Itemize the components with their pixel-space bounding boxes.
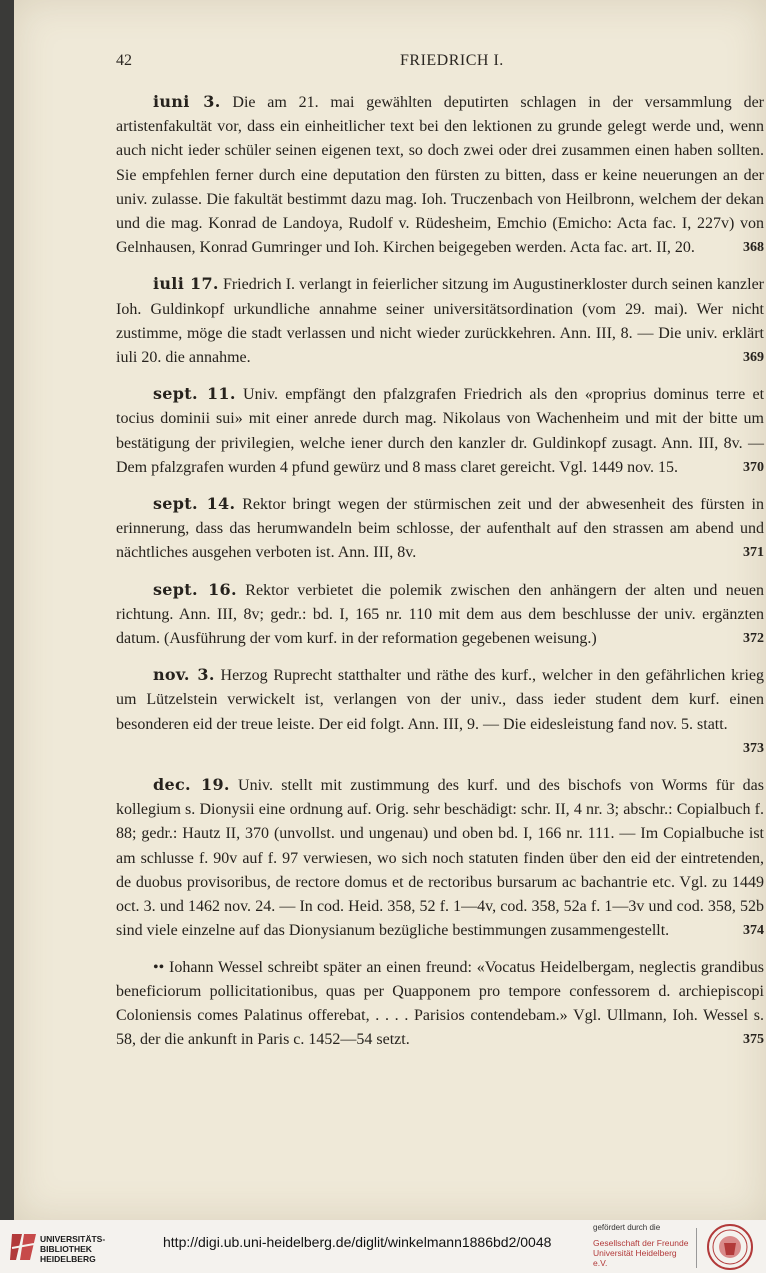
sponsor-name: Gesellschaft der Freunde Universität Heidelberg e.V. [593, 1238, 689, 1268]
entry [116, 578, 764, 652]
entry-date: sept. 14. [153, 494, 236, 514]
entry-number: 372 [743, 631, 764, 647]
entry [116, 272, 764, 370]
entry-text: Iohann Wessel schreibt später an einen freund: «Vocatus Heidelbergam, neglectis grandibus beneficiorum pollicitationibus, quas per Quapponem pro tempore confessorem d. archiepiscopi Coloniensis comes Palatinus offerebat, . . . . Parisios contendebam.» Vgl. Ullmann, Ioh. Wessel s. 58, der die ankunft in Paris c. 1452—54 setzt. [116, 958, 764, 1049]
entry [116, 90, 764, 260]
entry-text: Rektor verbietet die polemik zwischen den anhängern der alten und neuen richtung. Ann. III, 8v; gedr.: bd. I, 165 nr. 110 mit dem aus dem beschlusse der univ. ergänzten datum. (Ausführung der vom kurf. in der reformation gegebenen weisung.) [116, 581, 764, 648]
entry-date: nov. 3. [153, 665, 215, 685]
university-seal-icon[interactable] [706, 1223, 754, 1271]
permalink-url[interactable]: http://digi.ub.uni-heidelberg.de/diglit/winkelmann1886bd2/0048 [163, 1234, 552, 1250]
funded-by-label: gefördert durch die [593, 1223, 661, 1232]
library-logo[interactable] [8, 1228, 138, 1268]
entry-number: 375 [743, 1032, 764, 1048]
entry-number: 370 [743, 459, 764, 475]
entry [116, 956, 764, 1053]
entry-date: iuli 17. [153, 274, 219, 294]
entry [116, 492, 764, 566]
running-title: FRIEDRICH I. [400, 52, 504, 69]
page-number: 42 [116, 52, 132, 69]
body-text [116, 90, 764, 1064]
page-header [116, 52, 766, 72]
viewer-footer [0, 1220, 766, 1273]
library-name: UNIVERSITÄTS- BIBLIOTHEK HEIDELBERG [40, 1234, 106, 1264]
entry-text: Friedrich I. verlangt in feierlicher sitzung im Augustinerkloster durch seinen kanzler Ioh. Guldinkopf urkundliche annahme seiner universitätsordination (vom 29. mai). Wer nicht zustimme, möge die stadt verlassen und nicht wieder zurückkehren. Ann. III, 8. — Die univ. erklärt iuli 20. die annahme. [116, 276, 765, 367]
entry-text: Univ. empfängt den pfalzgrafen Friedrich als den «proprius dominus terre et tocius dominii sui» mit einer anrede durch mag. Nikolaus von Wachenheim und mit der bitte um bestätigung der privilegien, welche iener durch den kanzler dr. Guldinkopf zusagt. Ann. III, 8v. — Dem pfalzgrafen wurden 4 pfund gewürz und 8 mass claret gereicht. Vgl. 1449 nov. 15. [116, 386, 765, 476]
scanned-page [14, 0, 766, 1220]
entry-text: Die am 21. mai gewählten deputirten schlagen in der versammlung der artistenfakultät vor, dass ein einheitlicher text bei den lektionen zu grunde gelegt werde und, wenn auch nicht ieder schüler seinen eigenen text, so doch zwei oder drei zusammen einen haben sollten. Sie empfehlen ferner durch eine deputation den fürsten zu bitten, dass er keine neuerungen an der univ. zulasse. Die fakultät bestimmt dazu mag. Ioh. Truczenbach von Heilbronn, welchem der dekan und die mag. Konrad de Landoya, Rudolf v. Rüdesheim, Emchio (Emicho: Acta fac. I, 227v) von Gelnhausen, Konrad Gumringer und Ioh. Kirchen beigegeben werden. Acta fac. art. II, 20. [116, 94, 764, 257]
entry-number: 374 [743, 923, 764, 939]
entry [116, 773, 764, 943]
entry-date: sept. 16. [153, 579, 237, 599]
entry-number: 371 [743, 545, 764, 561]
entry-date: dec. 19. [153, 775, 230, 795]
entry [116, 663, 764, 761]
entry-number: 369 [743, 350, 764, 366]
entry-number: 373 [743, 740, 764, 756]
entry-bullet: •• [153, 958, 165, 976]
entry-text: Univ. stellt mit zustimmung des kurf. und des bischofs von Worms für das kollegium s. Dionysii eine ordnung auf. Orig. sehr beschädigt: schr. II, 4 nr. 3; abschr.: Copialbuch f. 88; gedr.: Hautz II, 370 (unvollst. und ungenau) und oben bd. I, 166 nr. 111. — Im Copialbuche ist am schlusse f. 90v auf f. 97 verwiesen, wo sich noch statuten finden über den eid der eintretenden, de duobus provisoribus, de rectore domus et de rectoribus bursarum ac bachantrie etc. Vgl. zu 1449 oct. 3. und 1462 nov. 24. — In cod. Heid. 358, 52 f. 1—4v, cod. 358, 52a f. 1—3v und cod. 358, 52b sind viele einzelne auf das Dionysianum bezügliche bestimmungen zusammengestellt. [116, 777, 764, 940]
entry-text: Rektor bringt wegen der stürmischen zeit und der abwesenheit des fürsten in erinnerung, dass das herumwandeln beim schlosse, der aufenthalt auf den strassen am abend und nächtliches ausgehen verboten ist. Ann. III, 8v. [116, 496, 765, 562]
entry-date: iuni 3. [153, 92, 221, 111]
library-logo-icon [8, 1230, 38, 1264]
entry-text: Herzog Ruprecht statthalter und räthe des kurf., welcher in den gefährlichen krieg um Lützelstein verwickelt ist, verlangen von der univ., dass ieder student dem kurf. einen besonderen eid der treue leiste. Der eid folgt. Ann. III, 9. — Die eidesleistung fand nov. 5. statt. [116, 667, 765, 733]
entry-number: 368 [743, 240, 764, 256]
entry [116, 382, 764, 480]
entry-date: sept. 11. [153, 384, 236, 404]
footer-divider [696, 1228, 697, 1268]
